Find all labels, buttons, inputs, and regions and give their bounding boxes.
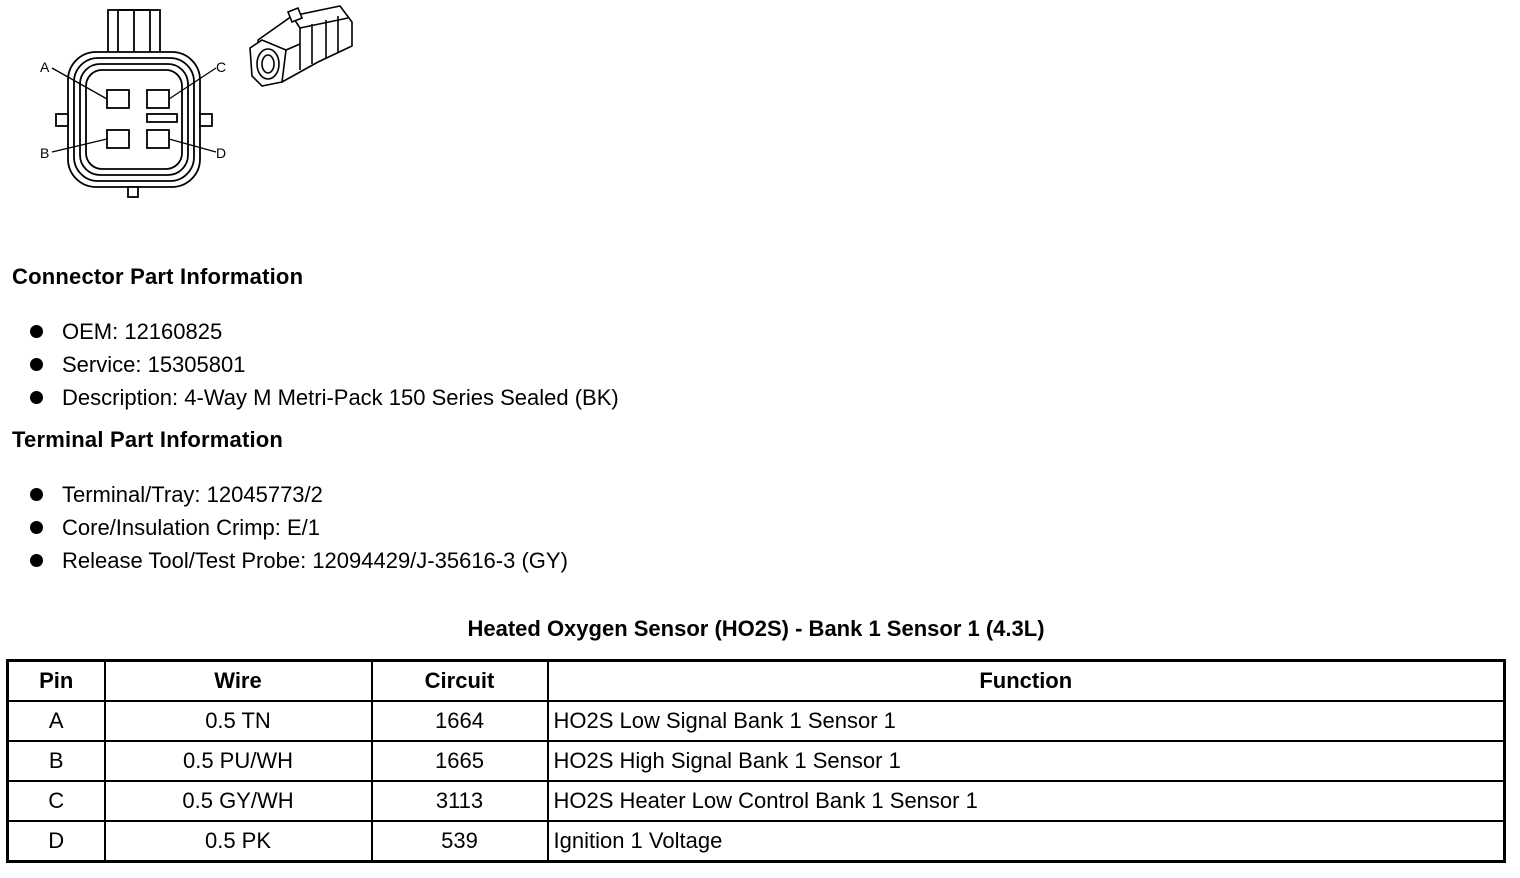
list-item: Terminal/Tray: 12045773/2: [30, 478, 568, 511]
wire-cell: 0.5 PU/WH: [105, 741, 372, 781]
bullet-icon: [30, 488, 43, 501]
connector-diagram: [0, 0, 380, 205]
wire-cell: 0.5 GY/WH: [105, 781, 372, 821]
pin-label-a: A: [40, 59, 50, 75]
pin-cell: A: [8, 701, 105, 741]
pinout-table: [6, 659, 1506, 863]
table-row: [8, 701, 1505, 741]
list-item: Release Tool/Test Probe: 12094429/J-35616-3 (GY): [30, 544, 568, 577]
list-item: OEM: 12160825: [30, 315, 619, 348]
bullet-icon: [30, 521, 43, 534]
table-title: Heated Oxygen Sensor (HO2S) - Bank 1 Sensor 1 (4.3L): [467, 616, 1045, 641]
table-header-row: [8, 661, 1505, 702]
table-row: [8, 741, 1505, 781]
bullet-icon: [30, 391, 43, 404]
circuit-cell: 1664: [372, 701, 548, 741]
terminal-part-info-list: [30, 478, 568, 577]
table-row: [8, 821, 1505, 862]
circuit-cell: 3113: [372, 781, 548, 821]
function-cell: HO2S Low Signal Bank 1 Sensor 1: [548, 701, 1505, 741]
wire-cell: 0.5 TN: [105, 701, 372, 741]
list-item: Core/Insulation Crimp: E/1: [30, 511, 568, 544]
list-item: Service: 15305801: [30, 348, 619, 381]
function-cell: HO2S High Signal Bank 1 Sensor 1: [548, 741, 1505, 781]
column-header-pin: Pin: [8, 661, 105, 702]
circuit-cell: 1665: [372, 741, 548, 781]
pin-cell: C: [8, 781, 105, 821]
terminal-part-info-heading: Terminal Part Information: [12, 427, 284, 452]
bullet-icon: [30, 325, 43, 338]
function-cell: Ignition 1 Voltage: [548, 821, 1505, 862]
column-header-function: Function: [548, 661, 1505, 702]
table-row: [8, 781, 1505, 821]
pin-label-c: C: [216, 59, 227, 75]
pin-label-b: B: [40, 145, 50, 161]
pin-cell: B: [8, 741, 105, 781]
connector-part-info-list: [30, 315, 619, 414]
function-cell: HO2S Heater Low Control Bank 1 Sensor 1: [548, 781, 1505, 821]
connector-3d-view: [250, 6, 352, 86]
bullet-icon: [30, 358, 43, 371]
column-header-circuit: Circuit: [372, 661, 548, 702]
connector-part-info-heading: Connector Part Information: [12, 264, 304, 289]
pin-label-d: D: [216, 145, 227, 161]
circuit-cell: 539: [372, 821, 548, 862]
list-item: Description: 4-Way M Metri-Pack 150 Series Sealed (BK): [30, 381, 619, 414]
bullet-icon: [30, 554, 43, 567]
wire-cell: 0.5 PK: [105, 821, 372, 862]
pin-cell: D: [8, 821, 105, 862]
column-header-wire: Wire: [105, 661, 372, 702]
